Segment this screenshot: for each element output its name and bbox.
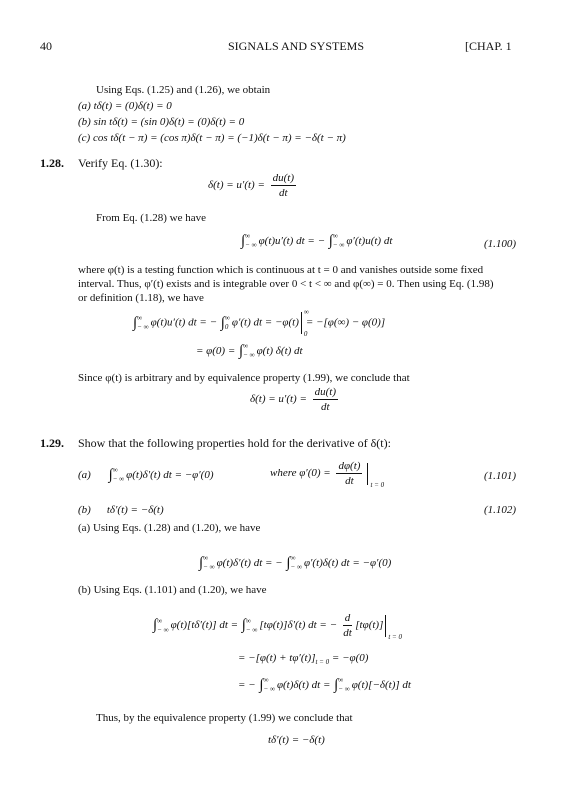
paragraph-line: interval. Thus, φ′(t) exists and is integrable over 0 < t < ∞ and φ(∞) = 0. Then using Eq. (1.98) xyxy=(78,278,494,290)
thus-text: Thus, by the equivalence property (1.99) we conclude that xyxy=(96,712,353,724)
property-b: (b) tδ′(t) = −δ(t) xyxy=(78,504,164,516)
property-a-where: where φ′(0) = $\frac{d\varphi(t)}{dt}$ t = 0 xyxy=(270,460,385,489)
solution-a-equation: ∫ ∞ − ∞ φ(t)δ′(t) dt = − ∫ ∞ − ∞ φ′(t)δ(t) dt = −φ′(0) xyxy=(199,554,392,572)
problem-statement: Show that the following properties hold for the derivative of δ(t): xyxy=(78,436,391,450)
paragraph-line: or definition (1.18), we have xyxy=(78,292,204,304)
integral-sign: ∫ xyxy=(108,467,113,483)
derivation-line: ∫ ∞ − ∞ φ(t)u′(t) dt = − ∫ ∞ 0 φ′(t) dt = −φ(t) ∞ 0 = −[φ(∞) − φ(0)] xyxy=(133,308,386,338)
problem-number: 1.29. xyxy=(40,436,64,450)
intro-item-b: (b) sin tδ(t) = (sin 0)δ(t) = (0)δ(t) = 0 xyxy=(78,116,245,128)
integral-sign: ∫ xyxy=(220,314,225,331)
fraction: $\frac{du(t)}{dt}$ xyxy=(272,172,295,199)
property-a: (a) ∫ ∞ − ∞ φ(t)δ′(t) dt = −φ′(0) xyxy=(78,466,214,484)
integral-sign: ∫ xyxy=(239,343,244,359)
integral-sign: ∫ xyxy=(259,677,264,693)
solution-b-line: ∫ ∞ − ∞ φ(t)[tδ′(t)] dt = ∫ ∞ − ∞ [tφ(t)]δ′(t) dt = − $\frac{d}{dt}$ [tφ(t)] t = 0 xyxy=(153,612,403,641)
equation-display: δ(t) = u′(t) = $\frac{du(t)}{dt}$ xyxy=(208,172,295,199)
chapter-label: [CHAP. 1 xyxy=(465,39,512,53)
running-title: SIGNALS AND SYSTEMS xyxy=(228,39,365,53)
integral-equation: ∫ ∞ − ∞ φ(t)u′(t) dt = − ∫ ∞ − ∞ φ′(t)u(t) dt xyxy=(241,232,393,250)
evaluation-bar: t = 0 xyxy=(385,615,386,637)
solution-a-text: (a) Using Eqs. (1.28) and (1.20), we have xyxy=(78,522,261,534)
since-text: Since φ(t) is arbitrary and by equivalence property (1.99), we conclude that xyxy=(78,372,410,384)
integral-sign: ∫ xyxy=(334,677,339,693)
equation-label: (1.102) xyxy=(484,504,517,516)
derivation-line: = φ(0) = ∫ ∞ − ∞ φ(t) δ(t) dt xyxy=(196,342,303,360)
integral-sign: ∫ xyxy=(241,617,246,634)
evaluation-bar: ∞ 0 xyxy=(301,312,302,334)
page-number: 40 xyxy=(40,39,52,53)
intro-item-a: (a) tδ(t) = (0)δ(t) = 0 xyxy=(78,100,172,112)
problem-statement: Verify Eq. (1.30): xyxy=(78,156,163,170)
equation-label: (1.100) xyxy=(484,238,517,250)
intro-item-c: (c) cos tδ(t − π) = (cos π)δ(t − π) = (−1)δ(t − π) = −δ(t − π) xyxy=(78,132,346,144)
evaluation-bar: t = 0 xyxy=(367,463,368,485)
integral-sign: ∫ xyxy=(241,233,246,249)
solution-b-line: = − ∫ ∞ − ∞ φ(t)δ(t) dt = ∫ ∞ − ∞ φ(t)[−δ(t)] dt xyxy=(238,676,411,694)
fraction: $\frac{d}{dt}$ xyxy=(343,612,352,639)
solution-b-text: (b) Using Eqs. (1.101) and (1.20), we have xyxy=(78,584,267,596)
paragraph-line: where φ(t) is a testing function which is continuous at t = 0 and vanishes outside some fixed xyxy=(78,264,484,276)
intro-text: Using Eqs. (1.25) and (1.26), we obtain xyxy=(96,84,271,96)
integral-sign: ∫ xyxy=(133,314,138,331)
problem-number: 1.28. xyxy=(40,156,64,170)
integral-sign: ∫ xyxy=(153,617,158,634)
fraction: $\frac{d\varphi(t)}{dt}$ xyxy=(338,460,361,487)
integral-sign: ∫ xyxy=(199,555,204,571)
solution-b-line: = $-[\varphi(t) + t\varphi'(t)]_{t = 0} = -\varphi(0)$ xyxy=(238,652,369,666)
final-equation: tδ′(t) = −δ(t) xyxy=(268,734,325,746)
conclusion-equation: δ(t) = u′(t) = $\frac{du(t)}{dt}$ xyxy=(250,386,337,413)
from-text: From Eq. (1.28) we have xyxy=(96,212,206,224)
equation-label: (1.101) xyxy=(484,470,517,482)
fraction: $\frac{du(t)}{dt}$ xyxy=(314,386,337,413)
integral-sign: ∫ xyxy=(328,233,333,249)
integral-sign: ∫ xyxy=(286,555,291,571)
